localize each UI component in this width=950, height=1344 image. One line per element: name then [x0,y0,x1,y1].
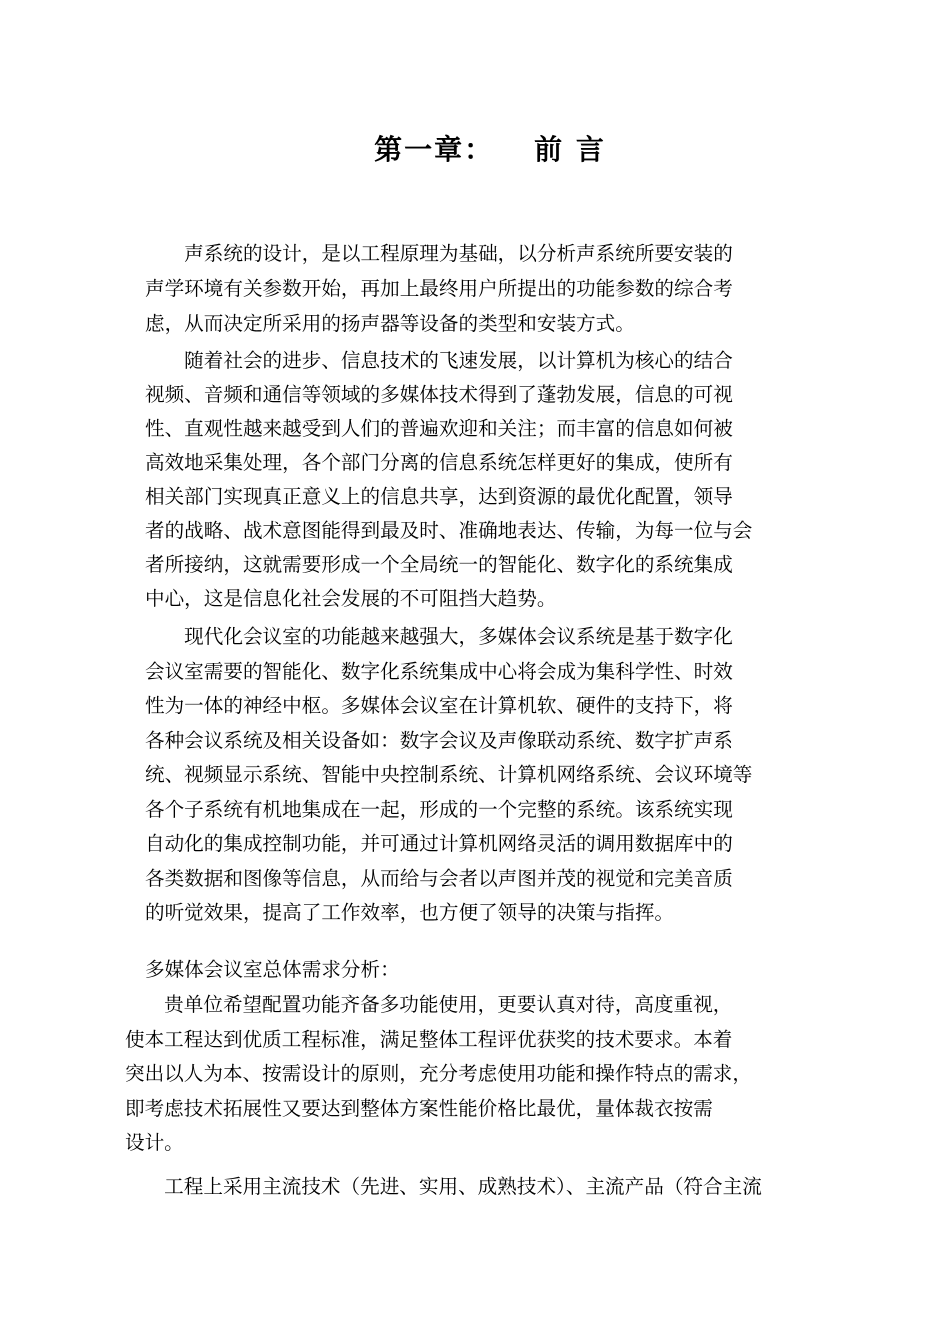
paragraph-line: 中心，这是信息化社会发展的不可阻挡大趋势。 [145,587,557,610]
chapter-name: 前 言 [534,133,606,166]
paragraph-line: 自动化的集成控制功能，并可通过计算机网络灵活的调用数据库中的 [145,832,733,855]
paragraph-line: 性、直观性越来越受到人们的普遍欢迎和关注；而丰富的信息如何被 [145,417,733,440]
chapter-label: 第一章： [374,133,495,166]
paragraph-line: 声学环境有关参数开始，再加上最终用户所提出的功能参数的综合考 [145,277,733,300]
paragraph-line: 性为一体的神经中枢。多媒体会议室在计算机软、硬件的支持下，将 [145,694,733,717]
paragraph-line: 视频、音频和通信等领域的多媒体技术得到了蓬勃发展，信息的可视 [145,383,733,406]
section-heading [145,954,400,986]
paragraph-line: 贵单位希望配置功能齐备多功能使用，更要认真对待，高度重视， [125,993,733,1016]
paragraph-line: 各个子系统有机地集成在一起，形成的一个完整的系统。该系统实现 [145,797,733,821]
paragraph-line: 各种会议系统及相关设备如：数字会议及声像联动系统、数字扩声系 [145,728,733,752]
paragraph-line: 相关部门实现真正意义上的信息共享，达到资源的最优化配置，领导 [145,485,733,508]
paragraph-2 [145,344,752,616]
paragraph-line: 突出以人为本、按需设计的原则，充分考虑使用功能和操作特点的需求， [125,1062,752,1085]
paragraph-line: 工程上采用主流技术（先进、实用、成熟技术）、主流产品（符合主流 [125,1175,762,1198]
paragraph-line: 会议室需要的智能化、数字化系统集成中心将会成为集科学性、时效 [145,659,733,683]
paragraph-line: 即考虑技术拓展性又要达到整体方案性能价格比最优，量体裁衣按需 [125,1096,713,1120]
paragraph-4 [125,988,752,1161]
paragraph-line: 高效地采集处理，各个部门分离的信息系统怎样更好的集成，使所有 [145,451,733,474]
paragraph-1 [145,236,733,341]
paragraph-line: 使本工程达到优质工程标准，满足整体工程评优获奖的技术要求。本着 [125,1027,733,1051]
paragraph-line: 者的战略、战术意图能得到最及时、准确地表达、传输，为每一位与会 [145,519,753,542]
paragraph-5 [125,1170,762,1204]
paragraph-line: 随着社会的进步、信息技术的飞速发展，以计算机为核心的结合 [145,349,733,372]
paragraph-line: 设计。 [125,1131,184,1154]
paragraph-line: 现代化会议室的功能越来越强大，多媒体会议系统是基于数字化 [145,625,733,648]
heading-line: 多媒体会议室总体需求分析： [145,958,400,981]
paragraph-line: 的听觉效果，提高了工作效率，也方便了领导的决策与指挥。 [145,901,675,924]
paragraph-line: 者所接纳，这就需要形成一个全局统一的智能化、数字化的系统集成 [145,553,733,576]
paragraph-line: 统、视频显示系统、智能中央控制系统、计算机网络系统、会议环境等 [145,763,753,786]
paragraph-3 [145,620,752,931]
paragraph-line: 虑，从而决定所采用的扬声器等设备的类型和安装方式。 [145,312,635,335]
paragraph-line: 声系统的设计，是以工程原理为基础，以分析声系统所要安装的 [145,242,733,265]
paragraph-line: 各类数据和图像等信息，从而给与会者以声图并茂的视觉和完美音质 [145,866,733,890]
chapter-title [0,128,950,168]
